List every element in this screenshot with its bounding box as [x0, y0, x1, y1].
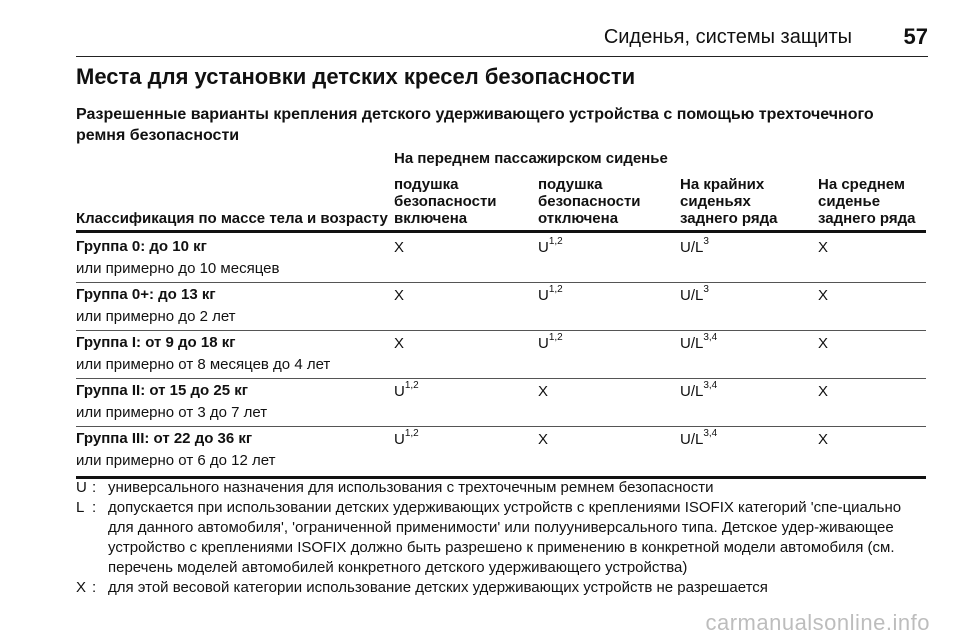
cell-value: U	[394, 431, 405, 448]
cell-rear-center	[818, 334, 828, 352]
cell-airbag-on	[394, 382, 419, 400]
legend-key: L	[76, 499, 85, 516]
cell-airbag-off	[538, 382, 548, 400]
cell-value: U/L	[680, 239, 704, 256]
header-rear-outer	[680, 176, 778, 227]
cell-rear-outer	[680, 286, 709, 304]
table-row	[76, 282, 926, 330]
age-range: или примерно до 10 месяцев	[76, 260, 280, 277]
cell-rear-center	[818, 382, 828, 400]
section-title: Сиденья, системы защиты	[603, 26, 852, 48]
header-line: отключена	[538, 210, 619, 227]
legend-text: универсального назначения для использования с трехточечным ремнем безопасности	[108, 479, 714, 496]
cell-footnote: 3,4	[703, 332, 718, 343]
watermark: carmanualsonline.info	[705, 610, 930, 635]
header-line: На крайних	[680, 176, 765, 193]
header-line: На среднем	[818, 176, 906, 193]
cell-airbag-off	[538, 430, 548, 448]
weight-group: Группа I: от 9 до 18 кг	[76, 334, 236, 351]
cell-rear-center	[818, 430, 828, 448]
cell-value: U/L	[680, 383, 704, 400]
cell-value: U/L	[680, 335, 704, 352]
cell-value: U/L	[680, 287, 704, 304]
legend-separator: :	[92, 579, 97, 596]
page-header	[76, 22, 928, 57]
legend-item-l	[76, 498, 926, 578]
cell-airbag-off	[538, 286, 563, 304]
cell-value: X	[538, 383, 549, 400]
cell-value: X	[818, 335, 829, 352]
header-line: безопасности	[538, 193, 641, 210]
cell-footnote: 1,2	[548, 284, 563, 295]
header-airbag-off	[538, 176, 641, 227]
cell-value: U	[394, 383, 405, 400]
cell-footnote: 1,2	[548, 236, 563, 247]
cell-value: X	[538, 431, 549, 448]
table-row	[76, 426, 926, 474]
header-classification: Классификация по массе тела и возрасту	[76, 210, 388, 227]
cell-footnote: 3,4	[703, 428, 718, 439]
legend-text: для этой весовой категории использование детских удерживающих устройств не разрешается	[108, 579, 768, 596]
age-range: или примерно от 3 до 7 лет	[76, 404, 268, 421]
age-range: или примерно до 2 лет	[76, 308, 236, 325]
cell-airbag-on	[394, 286, 404, 304]
cell-airbag-on	[394, 430, 419, 448]
page-number: 57	[903, 24, 928, 49]
legend-key: X	[76, 579, 87, 596]
header-line: заднего ряда	[680, 210, 778, 227]
table-row	[76, 378, 926, 426]
cell-value: U	[538, 287, 549, 304]
front-seat-group-header: На переднем пассажирском сиденье	[394, 150, 668, 167]
cell-footnote: 1,2	[548, 332, 563, 343]
header-line: подушка	[394, 176, 459, 193]
cell-value: X	[818, 239, 829, 256]
header-line: безопасности	[394, 193, 497, 210]
cell-footnote: 1,2	[404, 380, 419, 391]
legend-separator: :	[92, 479, 97, 496]
legend	[76, 478, 926, 598]
cell-value: U	[538, 239, 549, 256]
weight-group: Группа II: от 15 до 25 кг	[76, 382, 248, 399]
age-range: или примерно от 8 месяцев до 4 лет	[76, 356, 331, 373]
legend-item-u	[76, 478, 926, 498]
cell-rear-outer	[680, 430, 717, 448]
cell-value: X	[394, 239, 405, 256]
legend-item-x	[76, 578, 926, 598]
cell-footnote: 1,2	[404, 428, 419, 439]
table-row	[76, 330, 926, 378]
cell-rear-center	[818, 238, 828, 256]
page-heading: Места для установки детских кресел безопасности	[76, 64, 636, 89]
age-range: или примерно от 6 до 12 лет	[76, 452, 276, 469]
header-line: сиденье	[818, 193, 881, 210]
cell-airbag-on	[394, 238, 404, 256]
cell-airbag-on	[394, 334, 404, 352]
cell-rear-outer	[680, 238, 709, 256]
cell-value: X	[394, 335, 405, 352]
cell-value: X	[818, 287, 829, 304]
table-row	[76, 234, 926, 282]
cell-value: X	[394, 287, 405, 304]
cell-airbag-off	[538, 334, 563, 352]
cell-rear-center	[818, 286, 828, 304]
cell-value: U/L	[680, 431, 704, 448]
weight-group: Группа 0: до 10 кг	[76, 238, 207, 255]
legend-text: допускается при использовании детских удерживающих устройств с креплениями ISOFIX категорий 'спе-циально для данного автомобиля', 'ограниченной применимости' или полууниверсального типа. Детское удер-живающее устройство с креплениями ISOFIX должно быть разрешено к применению в конкретной модели автомобиля (см. перечень моделей автомобилей конкретного детского удерживающего устройства)	[108, 499, 902, 576]
cell-rear-outer	[680, 334, 717, 352]
header-rear-center	[818, 176, 916, 227]
header-line: подушка	[538, 176, 603, 193]
cell-footnote: 3,4	[703, 380, 718, 391]
header-line: включена	[394, 210, 468, 227]
table-caption: Разрешенные варианты крепления детского удерживающего устройства с помощью трехточечного ремня безопасности	[76, 106, 874, 144]
header-airbag-on	[394, 176, 497, 227]
legend-key: U	[76, 479, 87, 496]
cell-value: X	[818, 383, 829, 400]
cell-value: X	[818, 431, 829, 448]
header-line: сиденьях	[680, 193, 751, 210]
weight-group: Группа III: от 22 до 36 кг	[76, 430, 253, 447]
header-line: заднего ряда	[818, 210, 916, 227]
cell-airbag-off	[538, 238, 563, 256]
cell-value: U	[538, 335, 549, 352]
cell-footnote: 3	[703, 236, 709, 247]
cell-footnote: 3	[703, 284, 709, 295]
legend-separator: :	[92, 499, 97, 516]
weight-group: Группа 0+: до 13 кг	[76, 286, 216, 303]
cell-rear-outer	[680, 382, 717, 400]
header-rule	[76, 230, 926, 233]
